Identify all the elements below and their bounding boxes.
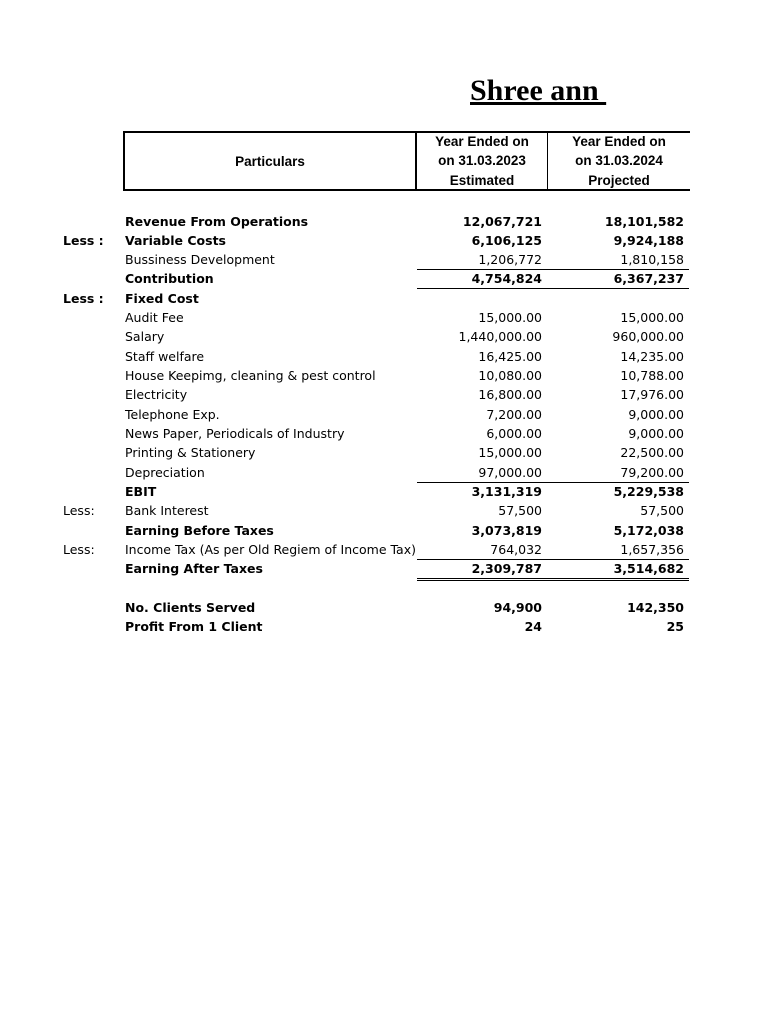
row-label: Bank Interest: [125, 503, 209, 518]
value-2024: 17,976.00: [620, 387, 684, 402]
value-2024: 15,000.00: [620, 310, 684, 325]
row-label: Fixed Cost: [125, 291, 199, 306]
value-2023: 15,000.00: [478, 445, 542, 460]
table-row: [0, 617, 768, 636]
table-row: [0, 559, 768, 578]
header-year-2024: [548, 133, 690, 189]
value-2024: 960,000.00: [612, 329, 684, 344]
value-2023: 16,800.00: [478, 387, 542, 402]
table-row: [0, 482, 768, 501]
row-label: Earning After Taxes: [125, 561, 263, 576]
row-label: Depreciation: [125, 465, 205, 480]
value-2023: 6,000.00: [486, 426, 542, 441]
rule-line: [417, 288, 689, 289]
table-row: [0, 308, 768, 327]
table-header: [123, 131, 690, 191]
value-2024: 5,172,038: [613, 523, 684, 538]
value-2024: 3,514,682: [613, 561, 684, 576]
row-label: Staff welfare: [125, 349, 205, 364]
table-row: [0, 463, 768, 482]
header-2023-line1: Year Ended on: [435, 133, 529, 149]
value-2024: 9,924,188: [613, 233, 684, 248]
value-2023: 10,080.00: [478, 368, 542, 383]
value-2023: 7,200.00: [486, 407, 542, 422]
rule-line: [417, 269, 689, 270]
value-2024: 14,235.00: [620, 349, 684, 364]
row-less-label: Less :: [63, 233, 104, 248]
row-label: Profit From 1 Client: [125, 619, 263, 634]
header-2024-line2: on 31.03.2024: [575, 153, 663, 169]
value-2024: 9,000.00: [628, 426, 684, 441]
value-2024: 9,000.00: [628, 407, 684, 422]
rule-line: [417, 559, 689, 560]
value-2024: 18,101,582: [604, 214, 684, 229]
table-row: [0, 501, 768, 520]
value-2023: 12,067,721: [462, 214, 542, 229]
row-less-label: Less:: [63, 542, 95, 557]
table-row: [0, 289, 768, 308]
value-2023: 97,000.00: [478, 465, 542, 480]
header-2023-line3: Estimated: [449, 172, 515, 188]
value-2024: 79,200.00: [620, 465, 684, 480]
table-row: [0, 212, 768, 231]
row-less-label: Less:: [63, 503, 95, 518]
row-label: No. Clients Served: [125, 600, 256, 615]
document-title: Shree ann: [470, 74, 607, 107]
row-label: Earning Before Taxes: [125, 523, 274, 538]
row-label: Income Tax (As per Old Regiem of Income Tax): [125, 542, 416, 557]
value-2023: 94,900: [493, 600, 542, 615]
header-2024-line3: Projected: [588, 172, 650, 188]
value-2024: 22,500.00: [620, 445, 684, 460]
value-2023: 15,000.00: [478, 310, 542, 325]
table-row: [0, 231, 768, 250]
table-row: [0, 327, 768, 346]
rule-line: [417, 580, 689, 581]
header-year-2023: [417, 133, 548, 189]
table-row: [0, 443, 768, 462]
row-label: Electricity: [125, 387, 188, 402]
value-2023: 3,131,319: [471, 484, 542, 499]
row-label: Printing & Stationery: [125, 445, 256, 460]
value-2024: 57,500: [640, 503, 684, 518]
table-row: [0, 269, 768, 288]
value-2024: 142,350: [627, 600, 684, 615]
row-label: Bussiness Development: [125, 252, 275, 267]
row-label: Salary: [125, 329, 165, 344]
row-label: Contribution: [125, 271, 214, 286]
row-label: House Keepimg, cleaning & pest control: [125, 368, 376, 383]
table-row: [0, 405, 768, 424]
value-2023: 1,206,772: [478, 252, 542, 267]
row-label: Revenue From Operations: [125, 214, 309, 229]
header-particulars: Particulars: [125, 133, 417, 189]
table-row: [0, 347, 768, 366]
rule-line: [417, 578, 689, 579]
header-2024-line1: Year Ended on: [572, 133, 666, 149]
value-2023: 1,440,000.00: [458, 329, 542, 344]
value-2024: 10,788.00: [620, 368, 684, 383]
value-2023: 4,754,824: [471, 271, 542, 286]
value-2023: 2,309,787: [471, 561, 542, 576]
row-label: News Paper, Periodicals of Industry: [125, 426, 345, 441]
table-row: [0, 366, 768, 385]
value-2024: 5,229,538: [613, 484, 684, 499]
table-row: [0, 385, 768, 404]
table-row: [0, 250, 768, 269]
table-row: [0, 598, 768, 617]
row-label: EBIT: [125, 484, 157, 499]
header-2023-line2: on 31.03.2023: [438, 153, 526, 169]
value-2023: 764,032: [490, 542, 542, 557]
value-2024: 6,367,237: [613, 271, 684, 286]
row-label: Audit Fee: [125, 310, 184, 325]
row-label: Telephone Exp.: [125, 407, 220, 422]
value-2023: 6,106,125: [471, 233, 542, 248]
table-row: [0, 521, 768, 540]
rule-line: [417, 482, 689, 483]
value-2024: 1,657,356: [620, 542, 684, 557]
value-2023: 16,425.00: [478, 349, 542, 364]
value-2024: 1,810,158: [620, 252, 684, 267]
table-row: [0, 424, 768, 443]
row-less-label: Less :: [63, 291, 104, 306]
row-label: Variable Costs: [125, 233, 226, 248]
value-2023: 24: [524, 619, 542, 634]
table-row: [0, 540, 768, 559]
value-2023: 57,500: [498, 503, 542, 518]
value-2024: 25: [666, 619, 684, 634]
value-2023: 3,073,819: [471, 523, 542, 538]
